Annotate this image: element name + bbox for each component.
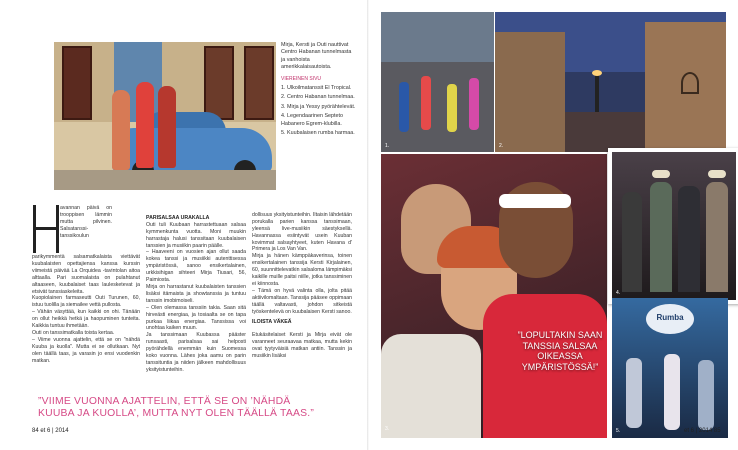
right-pull-quote: ”LOPULTAKIN SAAN TANSSIA SALSAA OIKEASSA YMPÄRISTÖSSÄ!”: [517, 330, 603, 372]
pull-quote: ”VIIME VUONNA AJATTELIN, ETTÄ SE ON ’NÄHDÄ KUUBA JA KUOLLA’, MUTTA NYT OLEN TÄÄLLÄ TAAS.”: [38, 396, 314, 419]
subheading-iloista-vakea: ILOISTA VÄKEÄ: [252, 318, 292, 325]
column-3-text: dollisuus yksityistunteihin. Iltaisin lähdetään porukalla parien kanssa tanssimaan, yleensä live-musiikin säestyksellä. Havannassa esiintyvät usein Kuuban kovimmat salsayhtyeet, kuten Havana d' Primera ja Los Van Van. Mirja ja hänen kämppäkaverinsa, toinen ensikertalainen tanssija Kersti Kirjalainen, 60, suunnittelevatkin salsaloma lämpimäksi kaikille muille paitsi niille, jotka tanssiminen ei kiinnosta. – Tämä on hyvä valinta olla, jolta pitää aktiivilomaltaan. Tanssija pääsee oppimaan täällä valtavasti, johdon sitkeistä työskentelevä on kuubalaisen Kersti sanoo.: [252, 211, 352, 315]
article-column-1-intro: avannan päivä on trooppisen lämmin mutta pilvinen. Salsatanssitanssikoulun: [60, 205, 112, 239]
caption-lead: Mirja, Kersti ja Outi nauttivat Centro Habanan tunnelmasta ja vanhoista amerikkalaisautoista.: [281, 42, 352, 71]
caption-item: 2. Centro Habanan tunnelmaa.: [281, 94, 355, 101]
caption-heading: VIEREINEN SIVU: [281, 75, 322, 82]
photo-couple-dancing: [381, 154, 607, 438]
hero-photo-women-car: [54, 42, 276, 190]
photo-number: 4.: [616, 290, 621, 296]
subheading-parisalsaa: PARISALSAA URAKALLA: [146, 214, 210, 221]
column-2-text: Outi tuli Kuubaan harrastettuaan salsaa kymmenkunta vuotta. Moni muukin harrastaja halusi tanssitaan kuubalaisen tanssien ja musiikin paarin päälle. – Haaveeni on vuosien ajan ollut saada kokea tanssi ja musiikki autenttisessa ympäristössä, sanoo ensikertalainen, urkkisihigan sihteeri Mirja Tiusari, 56, Paimiosta. Mirja on harrastanut kuubalaisten tanssien lisäksi itämaista ja showtanssia ja tuntuu tanssin imobimoiseli. – Olen olemassa tanssiin takia. Saan sitä hirveästi energiaa, ja tosiaalta se on tapa purkaa liikaa energiaa. Tanssissa voi unohtaa kaiken muun. Ja tanssimaan Kuubassa pääster runsaasti, parisalsaa sai helposti pyörähdellä enemmän kuin Suomessa koko vuonna. Lähes joka aamu on parin tanssituntia ja niiden jälkeen mahdollisuus yksityistunteihin.: [146, 221, 246, 373]
photo-rumba-stage: [612, 298, 728, 438]
photo-number: 1.: [385, 143, 390, 149]
photo-outdoor-dance: [381, 12, 494, 152]
article-column-1: parikymmentä salsamatkalaista viettävät kuubalaisten opettajiensa kanssa kurssin viimeistä päivää La Orquidea -tavintolan aitoa alttaalla. Pari suomalaista on pulahtanut altaaseen, kuubalaiset taas laulesketevat ja etsivät tanssiaskeleita. Kuopiolainen farmaseutti Outi Turunen, 60, istuu tuolilla ja siemailee vettä pullosta. – Vähän väsyttää, kun kaikki on ohi. Tänään on ollut heikkä hetkä ja haopuminen tunteita. Kaikkia tuntuu ihmetään. Outi on tanssimatkalla toista kertaa. – Viime vuonna ajattelin, että se on "nähdä Kuuba ja kuolla". Mutta ei se ollutkaan. Nyt olen täällä taas, ja varasin jo ensi vuodenkin matkan.: [32, 254, 140, 364]
photo-caption: [281, 42, 357, 137]
drop-cap-h: [31, 205, 61, 253]
caption-item: 4. Legendaarinen Septeto Habanero Egrem-klubilla.: [281, 113, 344, 127]
column-3-text-b: Etukäsitelaiset Kersti ja Mirja eivät ole varanneet seuraavaa matkaa, mutta kekin ovat tyytyväisiä matkan antiin. Tanssin ja musiikin lisäksi: [252, 332, 352, 360]
page-folio-right: et 6 | 2014 85: [684, 428, 721, 434]
photo-septeto-habanero: [608, 148, 738, 304]
caption-item: 1. Ulkoilmatanssit El Tropical.: [281, 85, 352, 92]
stage-sign-rumba: Rumba: [656, 313, 684, 322]
photo-number: 3.: [385, 426, 390, 432]
photo-number: 2.: [499, 143, 504, 149]
article-column-3: [252, 205, 352, 360]
photo-havana-street: [495, 12, 726, 152]
photo-number: 5.: [616, 428, 621, 434]
page-folio-left: 84 et 6 | 2014: [32, 428, 69, 434]
caption-item: 3. Mirja ja Yessy pyörähtelevät.: [281, 103, 356, 110]
article-column-2: [146, 205, 246, 374]
caption-item: 5. Kuubalaisen rumba harmaa.: [281, 130, 355, 137]
